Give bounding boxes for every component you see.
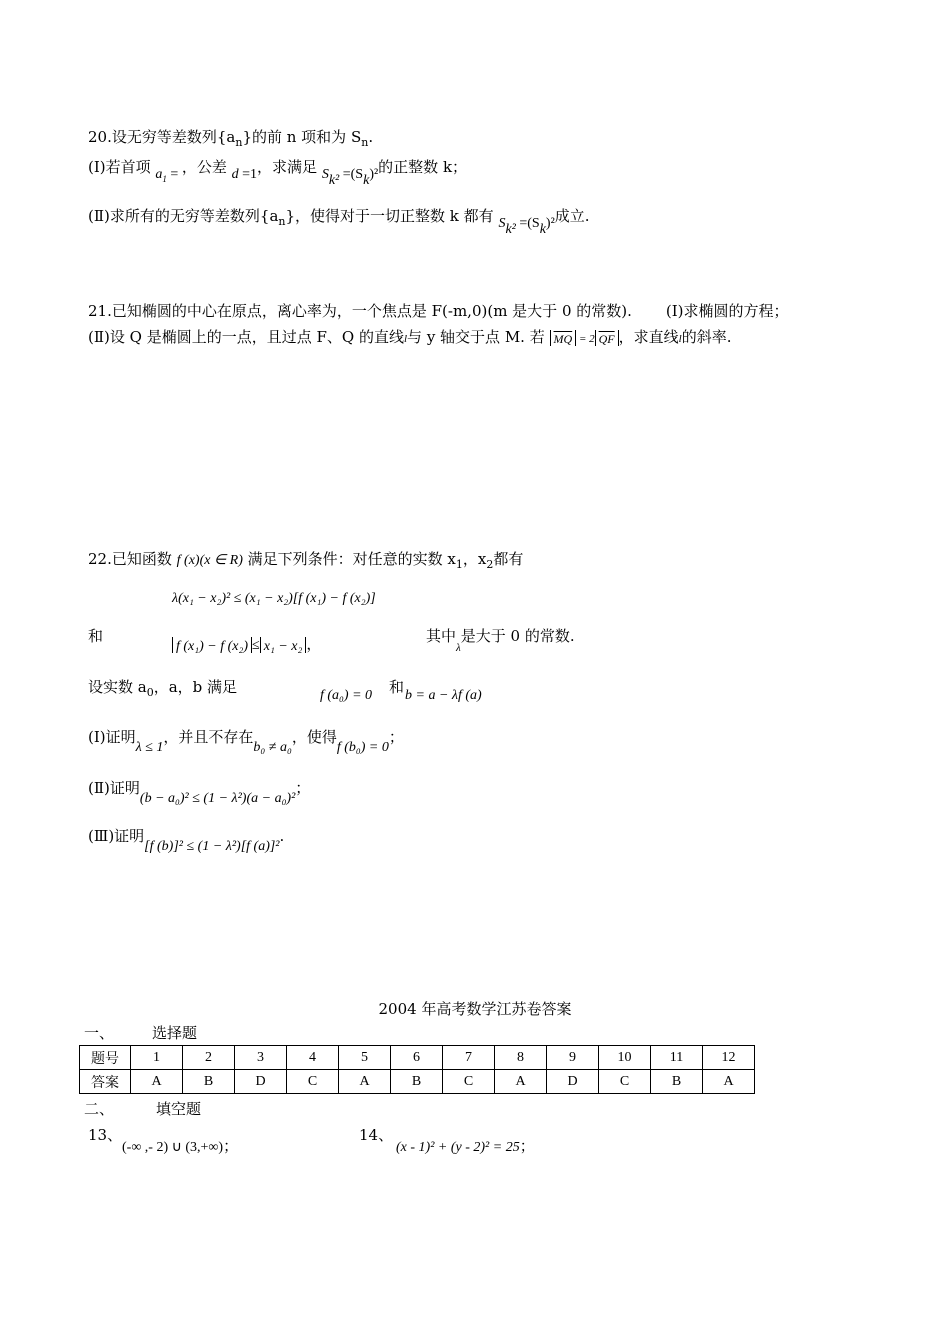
q13-answer: (-∞ ,- 2) ∪ (3,+∞)； — [122, 1137, 239, 1155]
q22-part2: (Ⅱ)证明(b − a₀)² ≤ (1 − λ²)(a − a₀)²； — [88, 779, 311, 806]
q22-and-2: 和 — [389, 678, 405, 696]
q-number: 3 — [235, 1046, 287, 1070]
q20-part1: (Ⅰ)若首项 $a_1$ = ，公差 d =1，求满足 $S_{k^2} =(S_k)^2$的正整数 k； — [88, 158, 468, 188]
q20-part2: (Ⅱ)求所有的无穷等差数列$\{a_n\}$，使得对于一切正整数 k 都有 $S_{k^2} =(S_k)^2$成立. — [88, 207, 590, 237]
answer-choice: A — [495, 1070, 547, 1094]
table-row — [80, 1046, 755, 1070]
table-row — [80, 1070, 755, 1094]
q-number: 11 — [651, 1046, 703, 1070]
answer-label: 答案 — [80, 1070, 131, 1094]
answers-title: 2004 年高考数学江苏卷答案 — [378, 1000, 572, 1018]
header-label: 题号 — [80, 1046, 131, 1070]
q-number: 7 — [443, 1046, 495, 1070]
q22-and: 和 — [88, 627, 104, 645]
answer-choice: C — [599, 1070, 651, 1094]
q20-stem: 20.设无穷等差数列$\{a_n\}$的前 n 项和为 $S_n$. — [88, 128, 374, 149]
answer-choice: C — [287, 1070, 339, 1094]
q-number: 8 — [495, 1046, 547, 1070]
q-number: 5 — [339, 1046, 391, 1070]
q14-label: 14、 — [359, 1126, 394, 1144]
q22-inequality-2: f (x₁) − f (x₂) ≤ x₁ − x₂ ， — [172, 634, 321, 656]
answer-choice: B — [183, 1070, 235, 1094]
q13-label: 13、 — [88, 1126, 123, 1144]
q21-part2: (Ⅱ)设 Q 是椭圆上的一点，且过点 F、Q 的直线l与 y 轴交于点 M. 若 $\overline{MQ} = 2$ $\overline{QF}$ ，求直线l的斜率. — [88, 328, 732, 346]
q-number: 2 — [183, 1046, 235, 1070]
q21-stem: 21.已知椭圆的中心在原点，离心率为，一个焦点是 F(-m,0)(m 是大于 0 的常数). (Ⅰ)求椭圆的方程； — [88, 302, 789, 320]
answer-choice: A — [703, 1070, 755, 1094]
q-number: 9 — [547, 1046, 599, 1070]
answer-choice: B — [391, 1070, 443, 1094]
q-number: 10 — [599, 1046, 651, 1070]
answer-table — [79, 1045, 755, 1094]
answer-choice: B — [651, 1070, 703, 1094]
q22-inequality-1: λ(x₁ − x₂)² ≤ (x₁ − x₂)[f (x₁) − f (x₂)] — [172, 591, 376, 606]
q22-part1: (Ⅰ)证明λ ≤ 1，并且不存在b₀ ≠ a₀，使得f (b₀) = 0； — [88, 728, 404, 755]
q22-part3: (Ⅲ)证明[f (b)]² ≤ (1 − λ²)[f (a)]². — [88, 827, 285, 854]
answer-choice: A — [339, 1070, 391, 1094]
answer-choice: D — [547, 1070, 599, 1094]
section-1-heading: 一、 选择题 — [84, 1024, 198, 1042]
q22-cond-b: b = a − λf (a) — [405, 688, 482, 703]
q14-answer: (x - 1)² + (y - 2)² = 25； — [396, 1137, 535, 1155]
q22-stem: 22.已知函数 f (x)(x ∈ R) 满足下列条件：对任意的实数 $x_1$，$x_2$都有 — [88, 550, 524, 571]
q-number: 6 — [391, 1046, 443, 1070]
q22-where: 其中$_\lambda$是大于 0 的常数. — [426, 627, 575, 654]
q-number: 1 — [131, 1046, 183, 1070]
q-number: 12 — [703, 1046, 755, 1070]
section-2-heading: 二、 填空题 — [84, 1100, 202, 1118]
answer-choice: A — [131, 1070, 183, 1094]
answer-choice: C — [443, 1070, 495, 1094]
q-number: 4 — [287, 1046, 339, 1070]
answer-choice: D — [235, 1070, 287, 1094]
q22-cond-a0: f (a₀) = 0 — [320, 688, 373, 703]
q22-setup: 设实数 $a_0$，a，b 满足 — [88, 678, 238, 699]
